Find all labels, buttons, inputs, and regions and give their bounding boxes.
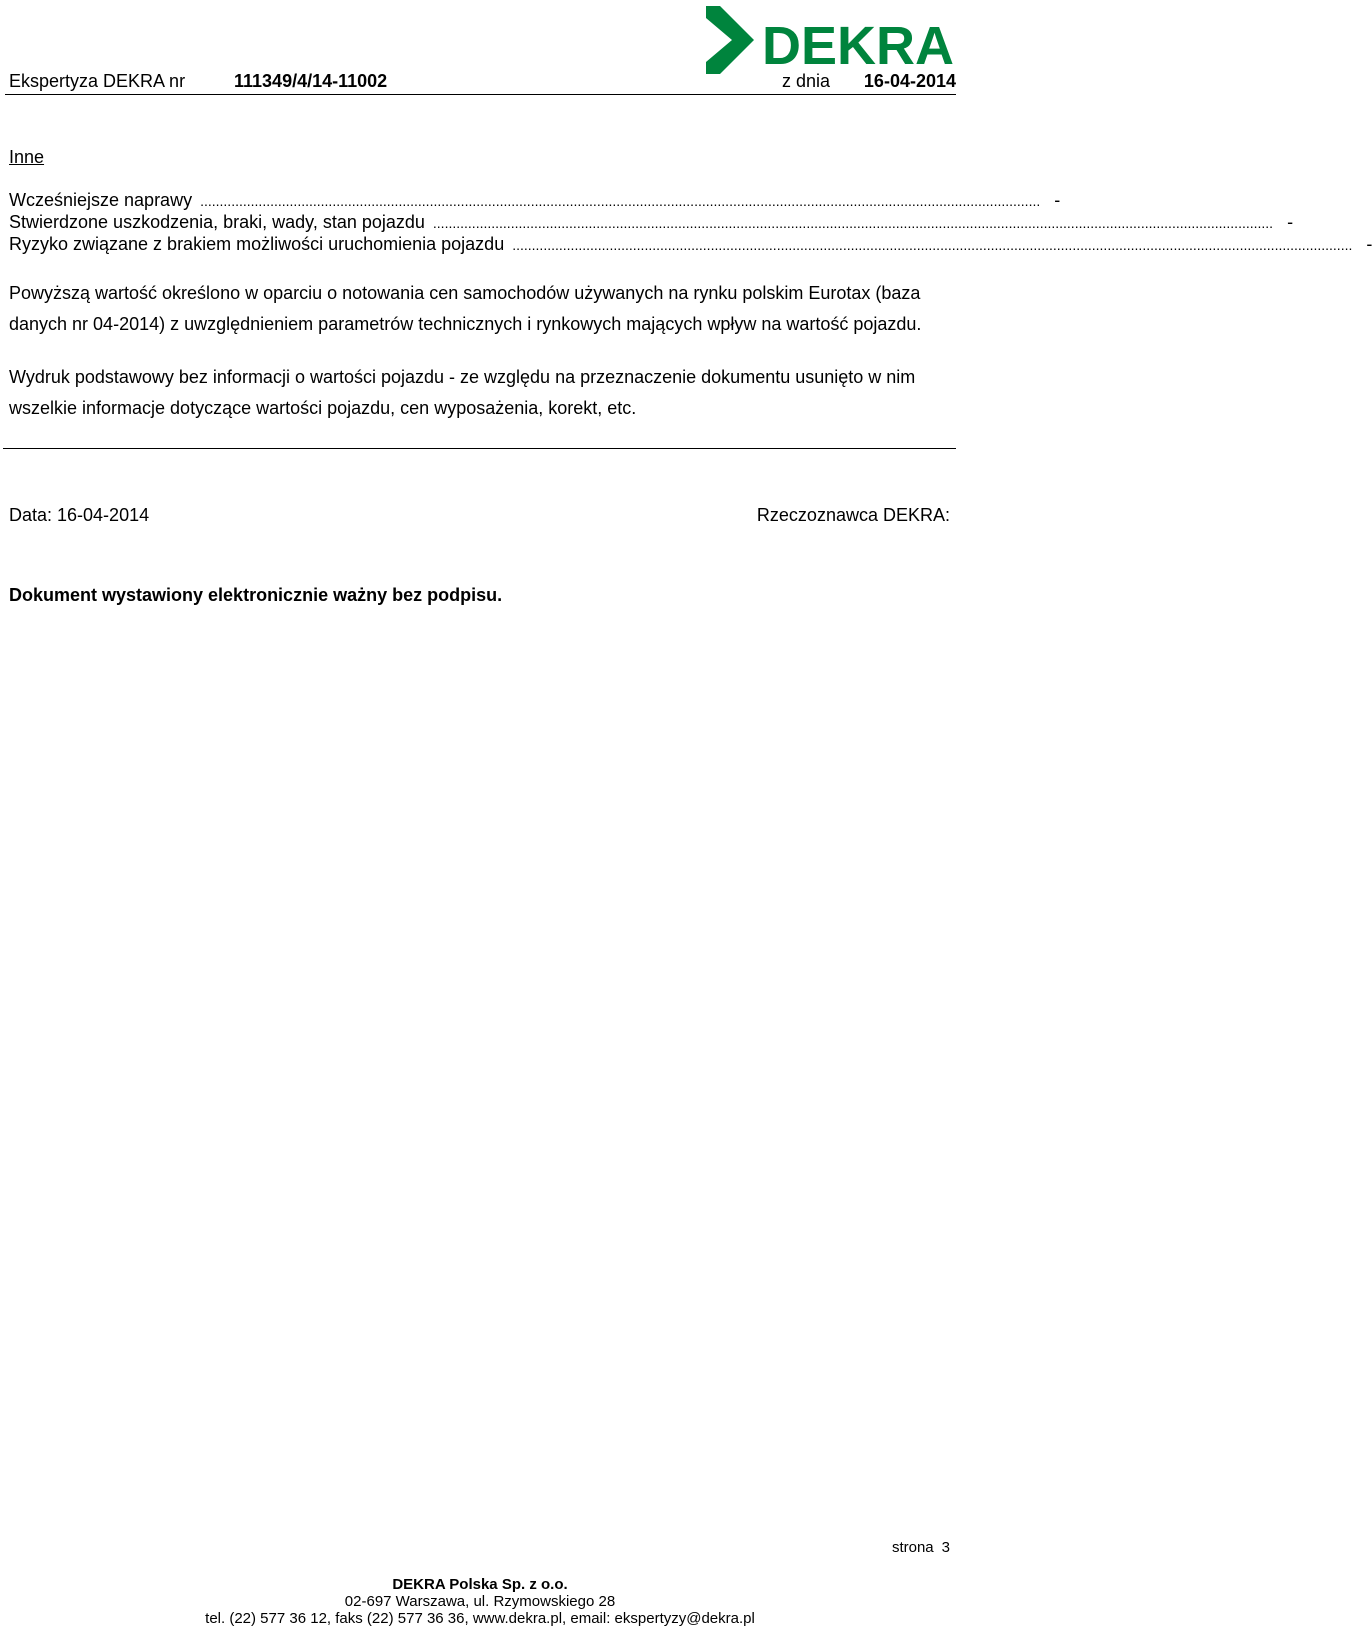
dekra-logo-graphic [698,6,956,78]
check-row-start-risk [9,233,1372,255]
report-date-label: z dnia [782,71,831,91]
check-label: Stwierdzone uszkodzenia, braki, wady, stan pojazdu [9,212,425,232]
dekra-logo-text: DEKRA [762,16,954,76]
check-label: Wcześniejsze naprawy [9,190,193,210]
dot-leader: ........................................................................................................................................................................................................................ [432,215,1274,231]
check-label: Ryzyko związane z brakiem możliwości uruchomienia pojazdu [9,234,505,254]
check-value: - [1054,190,1061,210]
check-value: - [1287,212,1294,232]
report-number: 111349/4/14-11002 [234,71,388,91]
footer-company: DEKRA Polska Sp. z o.o. [392,1576,568,1593]
electronic-document-note: Dokument wystawiony elektronicznie ważny bez podpisu. [9,585,503,605]
footer-contact: tel. (22) 577 36 12, faks (22) 577 36 36, www.dekra.pl, email: ekspertyzy@dekra.pl [205,1610,755,1627]
dot-leader: ........................................................................................................................................................................................................................ [512,237,1353,253]
check-row-previous-repairs [9,189,1061,211]
dekra-logo [698,6,956,78]
header-divider [5,94,956,95]
dot-leader: ........................................................................................................................................................................................................................ [200,193,1041,209]
check-list [9,189,1372,255]
dekra-logo-arrow [706,6,754,74]
page-number [892,1539,950,1557]
report-header [9,70,956,92]
valuation-paragraph: Powyższą wartość określono w oparciu o notowania cen samochodów używanych na rynku polskim Eurotax (baza danych nr 04-2014) z uwzględnieniem parametrów technicznych i rynkowych mających wpływ na wartość pojazdu. [9,283,922,334]
page-label: strona [891,1539,934,1556]
content-divider [3,448,956,449]
report-date: 16-04-2014 [863,71,956,91]
page-value: 3 [941,1539,950,1556]
section-title: Inne [9,147,45,167]
footer-address: 02-697 Warszawa, ul. Rzymowskiego 28 [344,1593,616,1610]
expert-label: Rzeczoznawca DEKRA: [756,505,950,525]
check-value: - [1366,234,1372,254]
footer [0,1576,960,1627]
check-row-damages [9,211,1294,233]
printout-paragraph: Wydruk podstawowy bez informacji o wartości pojazdu - ze względu na przeznaczenie dokumentu usunięto w nim wszelkie informacje dotyczące wartości pojazdu, cen wyposażenia, korekt, etc. [9,367,916,418]
report-label: Ekspertyza DEKRA nr [9,71,186,91]
signature-date: Data: 16-04-2014 [9,505,150,525]
